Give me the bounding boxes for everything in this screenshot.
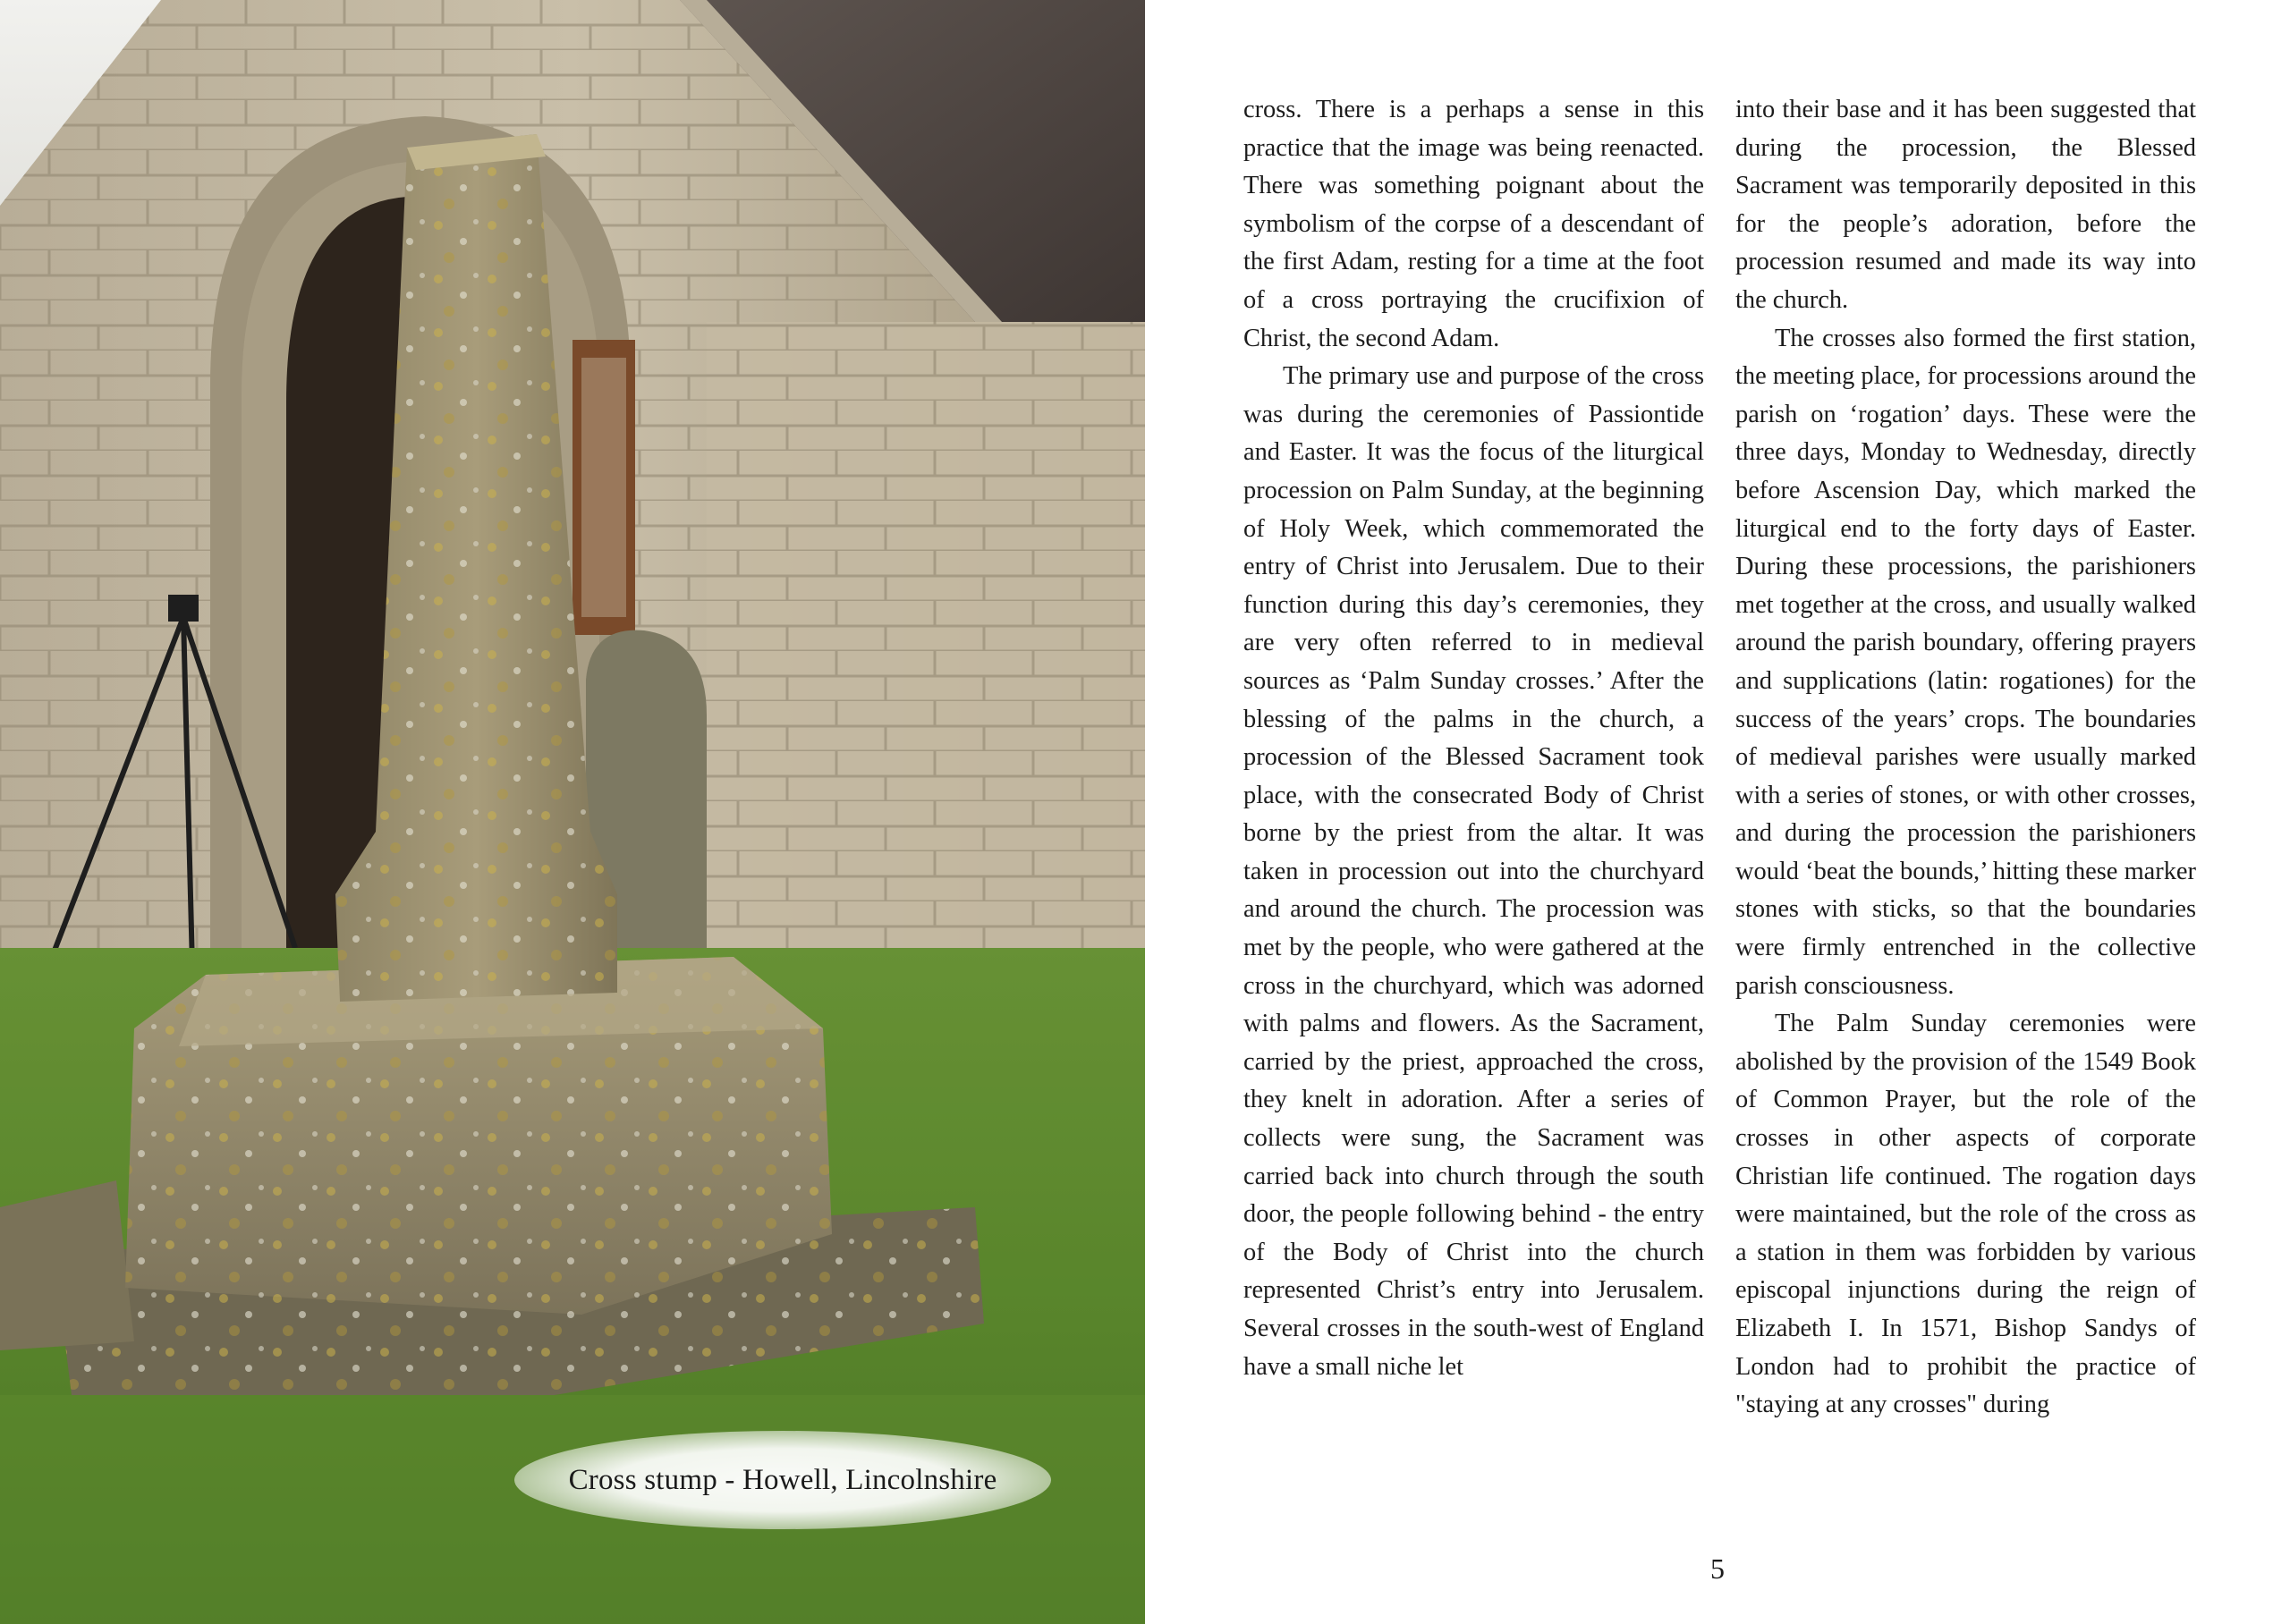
- page-number: 5: [1710, 1552, 1725, 1585]
- photo-caption: [514, 1431, 1051, 1529]
- paragraph: The crosses also formed the first station, the meeting place, for processions around the parish on ‘rogation’ days. These were the three days, Monday to Wednesday, directly before Ascension Day, which marked the liturgical end to the forty days of Easter. During these processions, the parishioners met together at the cross, and usually walked around the parish boundary, offering prayers and supplications (latin: rogationes) for the success of the years’ crops. The boundaries of medieval parishes were usually marked with a series of stones, or with other crosses, and during the procession the parishioners would ‘beat the bounds,’ hitting these marker stones with sticks, so that the boundaries were firmly entrenched in the collective parish consciousness.: [1735, 324, 2196, 1000]
- paragraph: cross. There is a perhaps a sense in this practice that the image was being reenacted. There was something poignant about the symbolism of the corpse of a descendant of the first Adam, resting for a time at the foot of a cross portraying the crucifixion of Christ, the second Adam.: [1243, 96, 1704, 352]
- paragraph: The primary use and purpose of the cross was during the ceremonies of Passiontide and Easter. It was the focus of the liturgical procession on Palm Sunday, at the beginning of Holy Week, which commemorated the entry of Christ into Jerusalem. Due to their function during this day’s ceremonies, they are very often referred to in medieval sources as ‘Palm Sunday crosses.’ After the blessing of the palms in the church, a procession of the Blessed Sacrament took place, with the consecrated Body of Christ borne by the priest from the altar. It was taken in procession out into the churchyard and around the church. The procession was met by the people, who were gathered at the cross in the churchyard, which was adorned with palms and flowers. As the Sacrament, carried by the priest, approached the cross, they knelt in adoration. After a series of collects were sung, the Sacrament was carried back into church through the south door, the people following behind - the entry of the Body of Christ into the church represented Christ’s entry into Jerusalem. Several crosses in the south-west of England have a small niche let: [1243, 362, 1704, 1381]
- text-column-right: [1735, 91, 2196, 1425]
- text-column-left: [1243, 91, 1704, 1386]
- text-page: [1145, 0, 2290, 1624]
- paragraph: into their base and it has been suggested that during the procession, the Blessed Sacrament was temporarily deposited in this for the people’s adoration, before the procession resumed and made its way into the church.: [1735, 96, 2196, 314]
- paragraph: The Palm Sunday ceremonies were abolished by the provision of the 1549 Book of Common Prayer, but the role of the crosses in other aspects of corporate Christian life continued. The rogation days were maintained, but the role of the cross as a station in them was forbidden by various episcopal injunctions during the reign of Elizabeth I. In 1571, Bishop Sandys of London had to prohibit the practice of "staying at any crosses" during: [1735, 1010, 2196, 1419]
- photo-caption-text: Cross stump - Howell, Lincolnshire: [568, 1463, 997, 1496]
